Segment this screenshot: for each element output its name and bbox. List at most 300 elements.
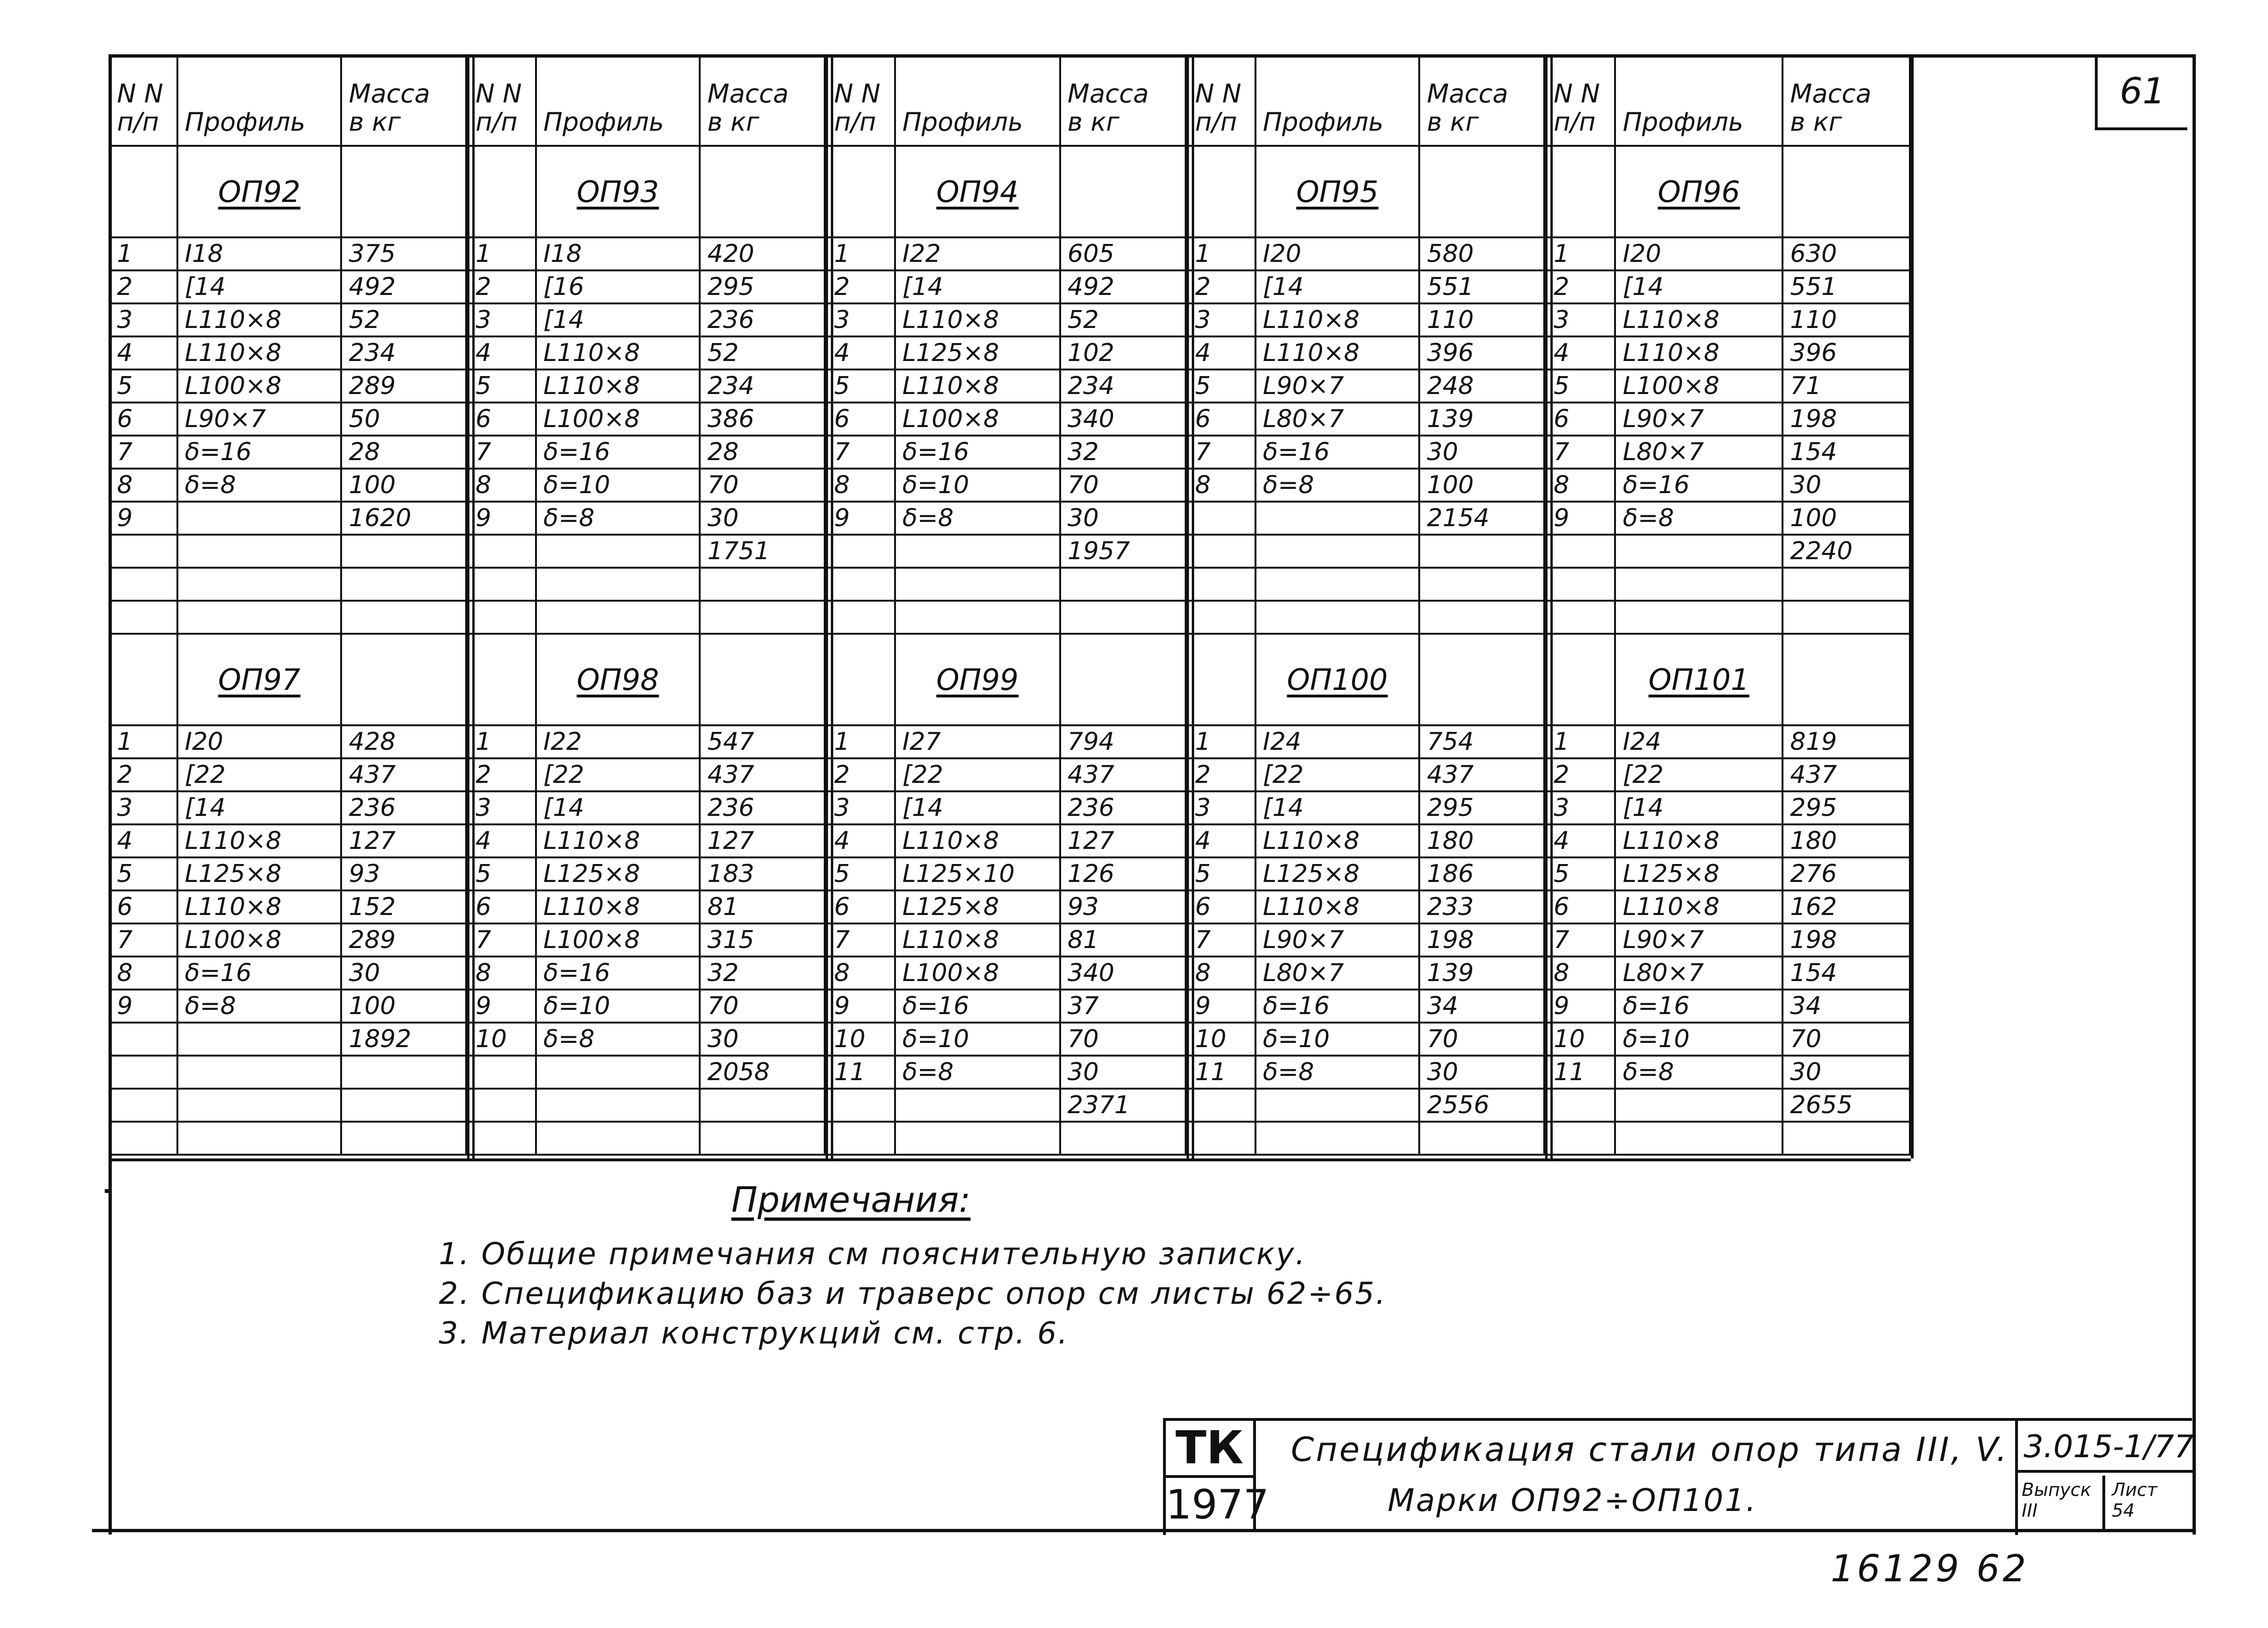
row-profile: δ=8 <box>536 1023 700 1056</box>
row-mass: 180 <box>1783 824 1910 857</box>
row-profile: I18 <box>177 237 342 270</box>
row-number: 3 <box>109 303 177 336</box>
table-row <box>1188 270 1544 303</box>
mark-cell-empty <box>1419 146 1544 237</box>
header-mass <box>1419 55 1544 146</box>
mark-cell-empty <box>1060 146 1186 237</box>
row-profile: δ=16 <box>536 957 700 990</box>
row-mass: 234 <box>1060 369 1186 403</box>
mark-row <box>109 634 466 725</box>
header-num-line2: п/п <box>1554 107 1596 137</box>
row-number: 2 <box>109 758 177 791</box>
row-profile: I20 <box>177 725 342 758</box>
row-number <box>1188 601 1255 634</box>
mark-cell-empty <box>341 634 466 725</box>
table-row <box>109 336 466 369</box>
table-row <box>827 1056 1186 1089</box>
row-profile: L100×8 <box>1615 369 1783 403</box>
row-mass: 139 <box>1419 957 1544 990</box>
row-mass <box>1060 568 1186 601</box>
row-mass: 295 <box>700 270 825 303</box>
mark-label: ОП98 <box>577 662 659 697</box>
row-number: 6 <box>1188 403 1255 436</box>
row-number: 6 <box>109 890 177 923</box>
row-profile: δ=8 <box>895 502 1060 535</box>
row-number: 3 <box>827 303 895 336</box>
header-mass <box>341 55 466 146</box>
note-item-2: 2. Спецификацию баз и траверс опор см листы 62÷65. <box>439 1276 1387 1311</box>
row-profile <box>1255 1122 1420 1155</box>
row-mass: 248 <box>1419 369 1544 403</box>
row-number: 4 <box>468 824 536 857</box>
row-mass <box>341 1056 466 1089</box>
row-mass: 492 <box>1060 270 1186 303</box>
row-mass: 551 <box>1783 270 1910 303</box>
row-mass: 437 <box>700 758 825 791</box>
mark-label: ОП99 <box>936 662 1019 697</box>
spec-table <box>109 54 467 1156</box>
row-number: 4 <box>1188 336 1255 369</box>
row-profile <box>536 1089 700 1122</box>
row-profile: δ=8 <box>177 469 342 502</box>
row-profile: L125×8 <box>536 857 700 890</box>
table-row <box>1188 857 1544 890</box>
row-number <box>1188 535 1255 568</box>
row-number: 3 <box>1546 791 1615 824</box>
row-mass: 437 <box>341 758 466 791</box>
table-row <box>109 923 466 957</box>
row-number: 5 <box>1546 369 1615 403</box>
table-row <box>1188 469 1544 502</box>
row-number: 8 <box>1546 957 1615 990</box>
issue-label: Выпуск <box>2022 1479 2092 1500</box>
table-row <box>1546 568 1910 601</box>
row-number <box>468 1089 536 1122</box>
mark-cell-empty <box>700 146 825 237</box>
row-number <box>468 1056 536 1089</box>
frame-tick <box>105 1189 109 1193</box>
row-mass <box>341 535 466 568</box>
row-number: 4 <box>1188 824 1255 857</box>
row-number: 7 <box>827 923 895 957</box>
header-mass <box>1060 55 1186 146</box>
row-profile: L110×8 <box>1615 303 1783 336</box>
table-row <box>827 1089 1186 1122</box>
header-num-line1: N N <box>1554 79 1600 109</box>
row-profile: L80×7 <box>1255 403 1420 436</box>
row-mass: 139 <box>1419 403 1544 436</box>
row-profile: [14 <box>1255 270 1420 303</box>
row-mass: 234 <box>700 369 825 403</box>
table-row <box>1546 336 1910 369</box>
table-row <box>827 403 1186 436</box>
mark-row <box>468 146 825 237</box>
row-number <box>1546 1089 1615 1122</box>
row-number: 11 <box>827 1056 895 1089</box>
row-number: 9 <box>468 502 536 535</box>
table-row <box>109 1056 466 1089</box>
table-row <box>827 502 1186 535</box>
header-mass-line1: Масса <box>1067 79 1149 109</box>
row-profile: [14 <box>895 791 1060 824</box>
row-profile: L100×8 <box>895 403 1060 436</box>
row-number: 7 <box>827 436 895 469</box>
row-profile <box>1255 568 1420 601</box>
row-mass: 52 <box>1060 303 1186 336</box>
table-row <box>468 535 825 568</box>
row-mass: 236 <box>700 791 825 824</box>
row-profile: [22 <box>177 758 342 791</box>
row-mass: 28 <box>700 436 825 469</box>
table-row <box>1546 990 1910 1023</box>
row-mass: 437 <box>1060 758 1186 791</box>
header-mass-line2: в кг <box>1790 107 1842 137</box>
header-row <box>1188 55 1544 146</box>
row-profile: δ=8 <box>177 990 342 1023</box>
mark-cell-empty <box>1546 634 1615 725</box>
row-profile: L110×8 <box>895 824 1060 857</box>
row-number: 9 <box>109 502 177 535</box>
sheet-value: 54 <box>2112 1500 2135 1521</box>
table-row <box>1188 758 1544 791</box>
row-number: 9 <box>827 990 895 1023</box>
mark-cell <box>895 634 1060 725</box>
header-num <box>827 55 895 146</box>
row-profile: L125×8 <box>895 336 1060 369</box>
row-mass: 30 <box>700 1023 825 1056</box>
header-mass <box>1783 55 1910 146</box>
table-row <box>827 824 1186 857</box>
row-profile <box>1615 568 1783 601</box>
row-number <box>468 601 536 634</box>
row-profile: L110×8 <box>1615 824 1783 857</box>
row-number: 5 <box>468 369 536 403</box>
row-profile: I20 <box>1615 237 1783 270</box>
table-row <box>1546 535 1910 568</box>
row-number: 8 <box>827 957 895 990</box>
mark-label: ОП93 <box>577 174 659 209</box>
row-profile: δ=8 <box>1615 502 1783 535</box>
row-mass: 70 <box>700 469 825 502</box>
row-profile: L110×8 <box>1615 890 1783 923</box>
table-row <box>468 824 825 857</box>
row-profile: L110×8 <box>177 303 342 336</box>
row-number <box>1188 568 1255 601</box>
mark-cell <box>536 146 700 237</box>
table-row <box>1546 824 1910 857</box>
header-num-line2: п/п <box>117 107 159 137</box>
row-mass: 50 <box>341 403 466 436</box>
row-profile: δ=16 <box>895 990 1060 1023</box>
row-profile: δ=16 <box>1255 436 1420 469</box>
row-mass <box>1419 601 1544 634</box>
row-number: 8 <box>468 957 536 990</box>
row-profile: L80×7 <box>1615 957 1783 990</box>
row-profile: I24 <box>1615 725 1783 758</box>
row-number: 7 <box>1546 923 1615 957</box>
row-mass: 127 <box>341 824 466 857</box>
header-num <box>1546 55 1615 146</box>
spec-column-group <box>467 54 833 1158</box>
row-profile <box>895 1089 1060 1122</box>
mark-cell <box>177 146 342 237</box>
archive-number: 16129 62 <box>1831 1548 2029 1590</box>
row-mass: 1620 <box>341 502 466 535</box>
row-profile: [22 <box>1615 758 1783 791</box>
table-row <box>1546 403 1910 436</box>
sheet-cell <box>2108 1476 2195 1532</box>
row-mass: 70 <box>700 990 825 1023</box>
mark-cell <box>1615 634 1783 725</box>
row-profile <box>177 568 342 601</box>
row-mass: 152 <box>341 890 466 923</box>
mark-cell-empty <box>1419 634 1544 725</box>
row-number <box>468 568 536 601</box>
row-number: 9 <box>1188 990 1255 1023</box>
row-number: 8 <box>468 469 536 502</box>
row-profile: [14 <box>1255 791 1420 824</box>
mark-cell <box>1255 634 1420 725</box>
row-number: 3 <box>109 791 177 824</box>
mark-cell <box>1615 146 1783 237</box>
header-profile: Профиль <box>536 55 700 146</box>
row-mass: 70 <box>1060 469 1186 502</box>
row-number: 6 <box>1546 890 1615 923</box>
table-row <box>109 436 466 469</box>
row-mass <box>1783 601 1910 634</box>
row-number: 6 <box>827 890 895 923</box>
table-row <box>1546 890 1910 923</box>
row-number: 6 <box>1546 403 1615 436</box>
row-profile: δ=16 <box>177 957 342 990</box>
header-row <box>468 55 825 146</box>
mark-row <box>1188 634 1544 725</box>
row-profile: L110×8 <box>536 890 700 923</box>
row-number: 5 <box>109 857 177 890</box>
row-mass: 794 <box>1060 725 1186 758</box>
row-number: 9 <box>109 990 177 1023</box>
row-mass: 186 <box>1419 857 1544 890</box>
row-profile: L90×7 <box>1255 923 1420 957</box>
row-mass: 183 <box>700 857 825 890</box>
row-number: 9 <box>468 990 536 1023</box>
row-profile <box>177 601 342 634</box>
row-profile: L125×8 <box>177 857 342 890</box>
row-profile: L110×8 <box>1255 336 1420 369</box>
row-profile: δ=10 <box>1615 1023 1783 1056</box>
row-mass: 420 <box>700 237 825 270</box>
row-mass: 162 <box>1783 890 1910 923</box>
row-profile: δ=16 <box>1255 990 1420 1023</box>
row-number <box>827 1089 895 1122</box>
row-number: 8 <box>109 469 177 502</box>
row-mass: 580 <box>1419 237 1544 270</box>
row-profile <box>1615 1089 1783 1122</box>
header-num <box>1188 55 1255 146</box>
table-row <box>827 568 1186 601</box>
row-mass: 819 <box>1783 725 1910 758</box>
row-mass: 236 <box>341 791 466 824</box>
row-profile: I27 <box>895 725 1060 758</box>
table-row <box>1546 303 1910 336</box>
table-row <box>1188 957 1544 990</box>
table-row <box>468 568 825 601</box>
table-row <box>827 535 1186 568</box>
row-mass: 2154 <box>1419 502 1544 535</box>
row-number <box>109 568 177 601</box>
row-number: 7 <box>1188 923 1255 957</box>
row-number: 4 <box>1546 824 1615 857</box>
header-num <box>468 55 536 146</box>
row-profile: [22 <box>895 758 1060 791</box>
row-profile: L110×8 <box>536 369 700 403</box>
row-number: 5 <box>827 369 895 403</box>
row-mass: 71 <box>1783 369 1910 403</box>
row-number: 1 <box>468 237 536 270</box>
row-number: 7 <box>109 923 177 957</box>
row-mass: 437 <box>1783 758 1910 791</box>
spec-column-group <box>109 54 475 1158</box>
table-row <box>468 758 825 791</box>
table-row <box>1546 436 1910 469</box>
notes <box>439 1180 1387 1353</box>
doc-title-line1: Спецификация стали опор типа III, V. <box>1291 1430 2009 1469</box>
row-number <box>1546 568 1615 601</box>
row-profile: L110×8 <box>177 336 342 369</box>
row-mass: 198 <box>1419 923 1544 957</box>
row-mass <box>700 601 825 634</box>
row-number: 3 <box>827 791 895 824</box>
table-row <box>1188 436 1544 469</box>
row-profile: δ=10 <box>895 1023 1060 1056</box>
row-mass <box>1060 1122 1186 1155</box>
table-row <box>109 535 466 568</box>
row-mass: 28 <box>341 436 466 469</box>
header-mass-line2: в кг <box>707 107 760 137</box>
row-mass: 70 <box>1060 1023 1186 1056</box>
mark-label: ОП97 <box>218 662 301 697</box>
row-number <box>1188 1089 1255 1122</box>
row-profile: [22 <box>536 758 700 791</box>
row-profile: [14 <box>1615 270 1783 303</box>
row-number: 8 <box>1546 469 1615 502</box>
row-mass: 30 <box>1783 1056 1910 1089</box>
table-row <box>468 957 825 990</box>
row-profile: [16 <box>536 270 700 303</box>
row-profile: [14 <box>536 791 700 824</box>
row-number: 9 <box>1546 990 1615 1023</box>
row-profile: δ=16 <box>536 436 700 469</box>
mark-label: ОП96 <box>1657 174 1740 209</box>
doc-title-line2: Марки ОП92÷ОП101. <box>1388 1482 1757 1519</box>
row-profile <box>536 568 700 601</box>
row-number: 8 <box>109 957 177 990</box>
row-mass: 236 <box>700 303 825 336</box>
header-num-line1: N N <box>476 79 522 109</box>
row-mass <box>1783 568 1910 601</box>
row-profile: δ=8 <box>536 502 700 535</box>
table-row <box>468 890 825 923</box>
header-mass-line1: Масса <box>349 79 430 109</box>
row-profile: L100×8 <box>536 403 700 436</box>
row-number: 1 <box>827 725 895 758</box>
issue-value: III <box>2022 1500 2038 1521</box>
row-number <box>1546 1122 1615 1155</box>
table-row <box>1546 1122 1910 1155</box>
mark-cell-empty <box>1060 634 1186 725</box>
table-row <box>827 336 1186 369</box>
row-mass: 81 <box>700 890 825 923</box>
row-profile: δ=16 <box>895 436 1060 469</box>
row-profile <box>1255 535 1420 568</box>
row-profile: L125×8 <box>1255 857 1420 890</box>
table-row <box>109 469 466 502</box>
table-row <box>827 601 1186 634</box>
table-row <box>468 1056 825 1089</box>
row-mass: 127 <box>1060 824 1186 857</box>
mark-label: ОП101 <box>1648 662 1749 697</box>
mark-cell <box>177 634 342 725</box>
row-mass: 1892 <box>341 1023 466 1056</box>
row-profile: L110×8 <box>1255 824 1420 857</box>
row-number: 2 <box>1188 758 1255 791</box>
row-profile: I22 <box>895 237 1060 270</box>
table-row <box>827 957 1186 990</box>
row-number: 10 <box>1546 1023 1615 1056</box>
row-profile: L100×8 <box>536 923 700 957</box>
row-mass <box>341 1122 466 1155</box>
mark-cell-empty <box>1783 634 1910 725</box>
row-mass <box>341 568 466 601</box>
table-row <box>1188 791 1544 824</box>
row-mass: 315 <box>700 923 825 957</box>
mark-row <box>827 146 1186 237</box>
org-code: ТК <box>1166 1421 1256 1478</box>
table-row <box>109 1089 466 1122</box>
table-row <box>1546 1089 1910 1122</box>
row-profile <box>536 535 700 568</box>
row-mass <box>1419 535 1544 568</box>
row-profile <box>177 1089 342 1122</box>
header-mass-line1: Масса <box>1790 79 1872 109</box>
row-mass: 70 <box>1419 1023 1544 1056</box>
row-profile: L90×7 <box>1615 403 1783 436</box>
table-row <box>468 1089 825 1122</box>
row-mass: 110 <box>1783 303 1910 336</box>
row-number <box>827 1122 895 1155</box>
row-number <box>827 601 895 634</box>
row-mass: 2655 <box>1783 1089 1910 1122</box>
row-number: 4 <box>468 336 536 369</box>
table-row <box>468 725 825 758</box>
row-profile: δ=10 <box>536 469 700 502</box>
row-number: 2 <box>827 270 895 303</box>
header-mass-line2: в кг <box>1427 107 1479 137</box>
row-number: 10 <box>827 1023 895 1056</box>
row-mass: 2371 <box>1060 1089 1186 1122</box>
table-row <box>468 502 825 535</box>
row-mass: 233 <box>1419 890 1544 923</box>
table-row <box>109 303 466 336</box>
table-row <box>468 1122 825 1155</box>
row-mass: 2058 <box>700 1056 825 1089</box>
mark-row <box>109 146 466 237</box>
table-row <box>827 990 1186 1023</box>
row-number: 4 <box>827 824 895 857</box>
row-profile: L110×8 <box>895 369 1060 403</box>
row-mass: 52 <box>341 303 466 336</box>
mark-label: ОП95 <box>1296 174 1379 209</box>
